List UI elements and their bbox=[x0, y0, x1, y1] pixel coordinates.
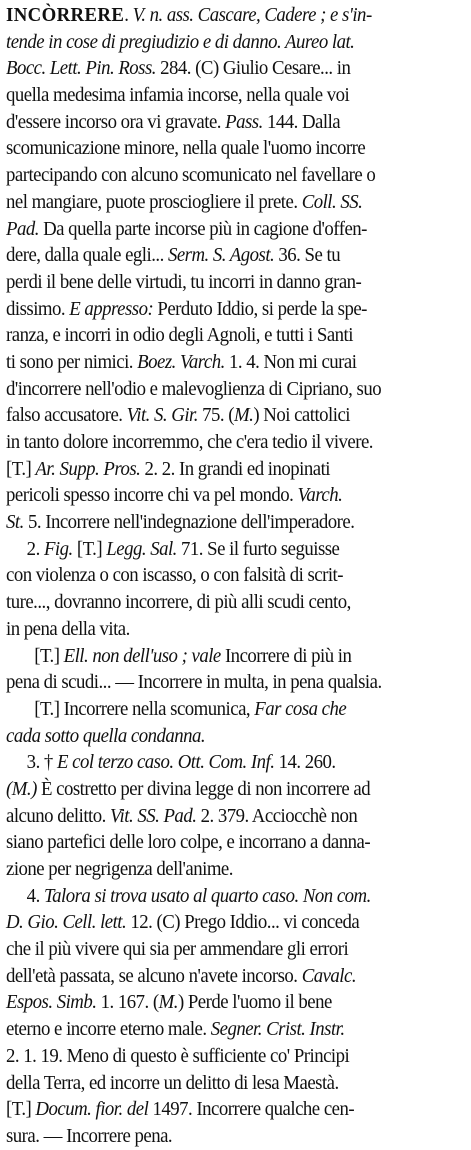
text-segment: dell'età passata, se alcuno n'avete incorso. bbox=[6, 964, 302, 987]
text-segment: 4. bbox=[26, 884, 44, 907]
entry-line bbox=[6, 909, 440, 936]
text-segment: dere, dalla quale egli... bbox=[6, 244, 168, 267]
text-segment: sura. — Incorrere pena. bbox=[6, 1124, 173, 1147]
entry-line bbox=[6, 82, 440, 109]
text-segment: nel mangiare, puote prosciogliere il prete. bbox=[6, 190, 302, 213]
text-segment: scomunicazione minore, nella quale l'uomo incorre bbox=[6, 137, 366, 160]
text-segment: [T.] Incorrere nella scomunica, bbox=[34, 697, 255, 720]
text-segment: 75. ( bbox=[197, 404, 235, 427]
italic-segment: Cavalc. bbox=[301, 964, 357, 987]
entry-line bbox=[6, 349, 440, 376]
text-segment: 1. 167. ( bbox=[96, 991, 159, 1014]
entry-line bbox=[6, 669, 440, 696]
text-segment: 144. Dalla bbox=[262, 110, 341, 133]
italic-segment: V. n. ass. Cascare, Cadere ; e s'in- bbox=[132, 4, 372, 26]
text-segment: della Terra, ed incorre un delitto di lesa Maestà. bbox=[6, 1071, 339, 1094]
entry-line bbox=[6, 109, 440, 136]
dictionary-entry bbox=[6, 2, 468, 1147]
entry-line bbox=[6, 216, 440, 243]
text-segment: d'essere incorso ora vi gravate. bbox=[6, 110, 226, 133]
text-segment: 2. 1. 19. Meno di questo è sufficiente co' Principi bbox=[6, 1044, 350, 1067]
italic-segment: tende in cose di pregiudizio e di danno. Aureo lat. bbox=[6, 30, 355, 53]
text-segment: eterno e incorre eterno male. bbox=[6, 1018, 211, 1041]
italic-segment: Pad. bbox=[6, 217, 39, 240]
text-segment: alcuno delitto. bbox=[6, 804, 110, 827]
entry-line bbox=[6, 749, 440, 776]
text-segment: in tanto dolore incorremmo, che c'era tedio il vivere. bbox=[6, 431, 373, 453]
italic-segment: E appresso: bbox=[69, 297, 154, 320]
text-segment: pena di scudi... — Incorrere in multa, in pena qualsia. bbox=[6, 671, 382, 694]
entry-line bbox=[6, 883, 440, 910]
italic-segment: M. bbox=[158, 991, 178, 1014]
text-segment: 1497. Incorrere qualche cen- bbox=[148, 1098, 355, 1121]
italic-segment: Bocc. Lett. Pin. Ross. bbox=[6, 57, 156, 80]
text-segment: 1. 4. Non mi curai bbox=[224, 350, 357, 373]
entry-line bbox=[6, 402, 440, 429]
entry-line bbox=[6, 723, 440, 750]
italic-segment: Ell. non dell'uso ; vale bbox=[63, 644, 221, 667]
text-segment: 2. 379. Acciocchè non bbox=[196, 804, 358, 827]
italic-segment: (M.) bbox=[6, 777, 37, 800]
text-segment: in pena della vita. bbox=[6, 617, 130, 640]
italic-segment: Varch. bbox=[297, 484, 343, 507]
headword: INCÒRRERE bbox=[6, 4, 125, 26]
text-segment: [T.] bbox=[6, 1098, 36, 1121]
entry-line bbox=[6, 322, 440, 349]
text-segment: 12. (C) Prego Iddio... vi conceda bbox=[126, 911, 360, 934]
entry-line bbox=[6, 589, 440, 616]
entry-line bbox=[6, 776, 440, 803]
italic-segment: Segner. Crist. Instr. bbox=[210, 1018, 345, 1041]
italic-segment: Ar. Supp. Pros. bbox=[35, 457, 141, 480]
entry-line bbox=[6, 242, 440, 269]
italic-segment: Docum. fior. del bbox=[35, 1098, 149, 1121]
text-segment: ) Perde l'uomo il bene bbox=[177, 991, 332, 1014]
text-segment: quella medesima infamia incorse, nella quale voi bbox=[6, 84, 350, 107]
italic-segment: Far cosa che bbox=[254, 697, 347, 720]
text-segment: ture..., dovranno incorrere, di più alli scudi cento, bbox=[6, 591, 351, 614]
entry-line bbox=[6, 29, 440, 56]
entry-line bbox=[6, 536, 440, 563]
text-segment: ranza, e incorri in odio degli Agnoli, e tutti i Santi bbox=[6, 324, 353, 347]
entry-line bbox=[6, 829, 440, 856]
text-segment: 2. 2. In grandi ed inopinati bbox=[140, 457, 331, 480]
entry-line bbox=[6, 856, 440, 883]
text-segment: pericoli spesso incorre chi va pel mondo. bbox=[6, 484, 298, 507]
text-segment: zione per negrigenza dell'anime. bbox=[6, 858, 233, 880]
text-segment: ) Noi cattolici bbox=[253, 404, 350, 427]
italic-segment: Espos. Simb. bbox=[6, 991, 97, 1014]
text-segment: perdi il bene delle virtudi, tu incorri in danno gran- bbox=[6, 270, 362, 293]
italic-segment: D. Gio. Cell. lett. bbox=[6, 911, 127, 934]
italic-segment: Fig. bbox=[43, 537, 73, 560]
text-segment: siano partefici delle loro colpe, e incorrano a danna- bbox=[6, 831, 371, 854]
entry-line bbox=[6, 643, 440, 670]
text-segment: ti sono per nimici. bbox=[6, 350, 138, 373]
text-segment: [T.] bbox=[6, 457, 36, 480]
italic-segment: cada sotto quella condanna. bbox=[6, 724, 206, 747]
italic-segment: Pass. bbox=[225, 110, 263, 133]
entry-line bbox=[6, 803, 440, 830]
entry-line bbox=[6, 189, 440, 216]
entry-line bbox=[6, 963, 440, 990]
text-segment: 284. (C) Giulio Cesare... in bbox=[155, 57, 351, 80]
italic-segment: Vit. SS. Pad. bbox=[109, 804, 197, 827]
entry-line bbox=[6, 1096, 440, 1123]
text-segment: 5. Incorrere nell'indegnazione dell'imperadore. bbox=[23, 511, 355, 534]
italic-segment: E col terzo caso. Ott. Com. Inf. bbox=[57, 751, 275, 774]
text-segment: falso accusatore. bbox=[6, 404, 127, 427]
text-segment: 14. 260. bbox=[274, 751, 336, 774]
italic-segment: Vit. S. Gir. bbox=[126, 404, 198, 427]
entry-line bbox=[6, 456, 440, 483]
text-segment: 36. Se tu bbox=[274, 244, 341, 267]
italic-segment: Coll. SS. bbox=[301, 190, 363, 213]
entry-line bbox=[6, 509, 440, 536]
italic-segment: Talora si trova usato al quarto caso. Non com. bbox=[43, 884, 371, 907]
entry-line bbox=[6, 936, 440, 963]
text-segment: 2. bbox=[26, 537, 44, 560]
entry-line bbox=[6, 162, 440, 189]
text-segment: Perduto Iddio, si perde la spe- bbox=[153, 297, 367, 320]
entry-line bbox=[6, 1016, 440, 1043]
entry-line bbox=[6, 989, 440, 1016]
entry-line bbox=[6, 296, 440, 323]
italic-segment: M. bbox=[234, 404, 254, 427]
entry-line bbox=[6, 376, 440, 403]
text-segment: [T.] bbox=[34, 644, 64, 667]
text-segment: 3. † bbox=[26, 751, 58, 774]
text-segment: [T.] bbox=[72, 537, 107, 560]
text-segment: Incorrere di più in bbox=[220, 644, 352, 667]
entry-line bbox=[6, 1123, 440, 1150]
text-segment: . bbox=[124, 4, 133, 26]
text-segment: con violenza o con iscasso, o con falsità di scrit- bbox=[6, 564, 344, 587]
text-segment: dissimo. bbox=[6, 297, 70, 320]
entry-line bbox=[6, 482, 440, 509]
entry-line bbox=[6, 1070, 440, 1097]
text-segment: d'incorrere nell'odio e malevoglienza di Cipriano, suo bbox=[6, 377, 382, 400]
entry-line bbox=[6, 1043, 440, 1070]
entry-line bbox=[6, 429, 440, 456]
text-segment: È costretto per divina legge di non incorrere ad bbox=[36, 777, 371, 800]
text-segment: 71. Se il furto seguisse bbox=[176, 537, 340, 560]
entry-line bbox=[6, 269, 440, 296]
entry-line bbox=[6, 696, 440, 723]
italic-segment: St. bbox=[6, 511, 24, 534]
entry-line bbox=[6, 55, 440, 82]
italic-segment: Boez. Varch. bbox=[137, 350, 225, 373]
text-segment: Da quella parte incorse più in cagione d'offen- bbox=[38, 217, 367, 240]
text-segment: che il più vivere qui sia per ammendare gli errori bbox=[6, 938, 349, 961]
entry-line bbox=[6, 562, 440, 589]
entry-line bbox=[6, 2, 440, 29]
italic-segment: Legg. Sal. bbox=[106, 537, 177, 560]
italic-segment: Serm. S. Agost. bbox=[167, 244, 275, 267]
entry-line bbox=[6, 616, 440, 643]
text-segment: partecipando con alcuno scomunicato nel favellare o bbox=[6, 164, 376, 187]
entry-line bbox=[6, 135, 440, 162]
